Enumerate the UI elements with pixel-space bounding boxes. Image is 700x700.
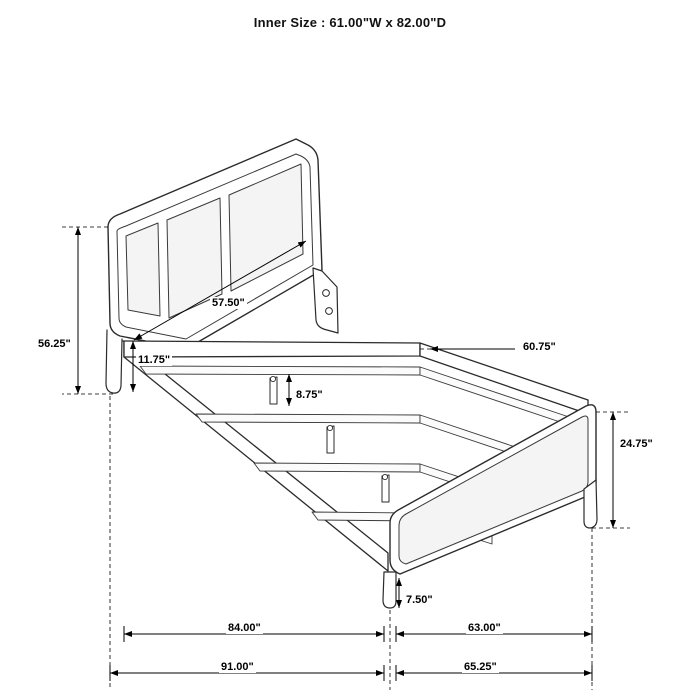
dimension-label-headboard-height: 56.25" bbox=[38, 338, 71, 350]
dimension-label-rail-height: 11.75" bbox=[138, 354, 171, 366]
dimension-label-leg-clearance: 7.50" bbox=[406, 594, 433, 606]
dimension-label-inner-width: 60.75" bbox=[523, 341, 556, 353]
dimension-label-slat-height: 8.75" bbox=[296, 389, 323, 401]
dimension-label-overall-length-right: 65.25" bbox=[464, 661, 497, 673]
dimension-label-headboard-width: 57.50" bbox=[212, 297, 245, 309]
footboard bbox=[390, 405, 597, 574]
dimension-label-side-length-left: 84.00" bbox=[228, 622, 261, 634]
dimension-label-side-length-right: 63.00" bbox=[468, 622, 501, 634]
dimension-label-footboard-height: 24.75" bbox=[620, 438, 653, 450]
dimension-label-overall-length-left: 91.00" bbox=[221, 661, 254, 673]
page-title: Inner Size : 61.00"W x 82.00"D bbox=[253, 15, 447, 30]
